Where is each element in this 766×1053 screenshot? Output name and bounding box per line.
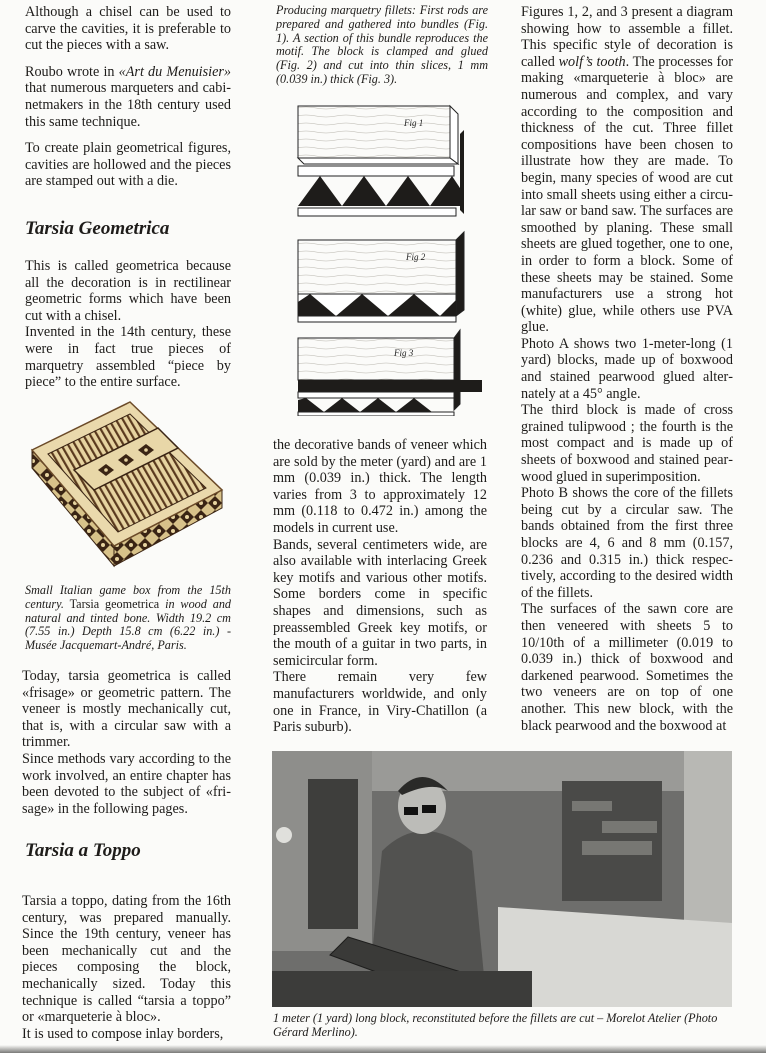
paragraph: Photo A shows two 1-meter-long (1 yard) blocks, made up of boxwood and stained pearwood glued alternately at a 45° angle. <box>521 335 733 402</box>
game-box-caption <box>25 584 231 653</box>
photo-caption <box>273 1012 743 1040</box>
emphasis: wolf’s tooth <box>558 53 626 70</box>
paragraph: Tarsia a toppo, dating from the 16th century, was prepared manually. Since the 19th century, veneer has been mechanically cut and the pieces composing the block, mechanically sized. Today this technique is called “tarsia a toppo” or «marqueterie à bloc». <box>22 893 231 1026</box>
paragraph: The surfaces of the sawn core are then veneered with sheets 5 to 10/10th of a millimeter (0.019 to 0.039 in.) thick of boxwood and darkened pearwood. Sometimes the two veneers are on top of one another. This new block, with the black pearwood and the boxwood at <box>521 601 733 734</box>
text: that numerous marqueters and cabinetmakers in the 18th century used this same technique. <box>25 80 231 130</box>
figure-caption <box>276 4 488 87</box>
paragraph: The third block is made of cross grained tulipwood ; the fourth is the most compact and is made up of sheets of boxwood and stained pearwood glued in superimposition. <box>521 402 733 485</box>
workbench <box>272 971 532 1007</box>
paragraph: This is called geometrica because all the decoration is in rectilinear geometric forms which have been cut with a chisel. <box>25 258 231 324</box>
workshop-photo <box>272 751 732 1007</box>
lamp <box>276 827 292 843</box>
right-column <box>521 4 733 734</box>
section-heading-tarsia-a-toppo: Tarsia a Toppo <box>25 840 141 861</box>
page-edge-shadow <box>0 1045 766 1053</box>
left-column <box>25 4 231 190</box>
figure-1 <box>298 106 464 216</box>
paragraph: Invented in the 14th century, these were in fact true pieces of marquetry assembled “piece by piece” to the entire surface. <box>25 324 231 391</box>
text: Small Italian game box from the 15th century. <box>25 583 231 611</box>
middle-column <box>273 437 487 736</box>
paragraph <box>25 64 231 130</box>
left-column-section1 <box>25 258 231 391</box>
paragraph: There remain very few manufacturers worldwide, and only one in France, in Viry-Chatillon (a Paris suburb). <box>273 669 487 736</box>
text: . The processes for making «marqueterie à bloc» are numerous and complex, and vary according to the composition and thickness of the cut. Three fillet compositions have been chosen to illustrate how they are made. To begin, many species of wood are cut into small sheets using either a circular saw or band saw. The surfaces are smoothed by planing. These small sheets are glued together, one to one, in order to form a block. Some of these sheets may be stained. Some manufacturers use a strong hot (white) glue, while others use PVA glue. <box>521 53 733 336</box>
paragraph: Bands, several centimeters wide, are also available with interlacing Greek key motifs and various other motifs. Some borders come in specific shapes and dimensions, such as preassembled Greek key motifs, or the mouth of a guitar in two parts, in semicircular form. <box>273 536 487 669</box>
paragraph: Although a chisel can be used to carve the cavities, it is preferable to cut the pieces with a saw. <box>25 4 231 54</box>
left-column-section3 <box>22 893 231 1042</box>
paragraph: Today, tarsia geometrica is called «frisage» or geometric pattern. The veneer is mostly mechanically cut, that is, with a circular saw with a trimmer. <box>22 668 231 751</box>
figure-3 <box>298 330 482 416</box>
figure-3-label: Fig 3 <box>394 348 414 358</box>
figure-1-label: Fig 1 <box>404 118 424 128</box>
caption-text: Producing marquetry fillets: First rods are prepared and gathered into bundles (Fig. 1). A section of this bundle reproduces the motif. The block is clamped and glued (Fig. 2) and cut into thin slices, 1 mm (0.039 in.) thick (Fig. 3). <box>276 3 488 86</box>
game-box-photo <box>26 398 226 570</box>
left-column-section2 <box>22 668 231 817</box>
paragraph: the decorative bands of veneer which are sold by the meter (yard) and are 1 mm (0.039 in.) thick. The length varies from 3 to approximately 12 mm (0.118 to 0.472 in.) among the models in current use. <box>273 437 487 536</box>
caption-text <box>25 584 231 653</box>
text: Figures 1, 2, and 3 present a diagram showing how to assemble a fillet. This specific style of decoration is called <box>521 4 733 70</box>
paragraph: Since methods vary according to the work involved, an entire chapter has been devoted to the subject of «frisage» in the following pages. <box>22 750 231 817</box>
fillet-diagram <box>296 104 486 416</box>
saw-blade <box>298 380 482 392</box>
text: Roubo wrote in <box>25 63 119 80</box>
text: Tarsia geometrica <box>63 596 166 611</box>
tool-board <box>308 779 358 929</box>
figure-2-label: Fig 2 <box>406 252 426 262</box>
paragraph <box>521 4 733 336</box>
white-panel <box>498 907 732 1007</box>
paragraph: Photo B shows the core of the fillets being cut by a circular saw. The bands obtained from the first three blocks are 4, 6 and 8 mm (0.157, 0.236 and 0.315 in.) thick respectively, according to the desired width of the fillets. <box>521 485 733 601</box>
caption-text: 1 meter (1 yard) long block, reconstituted before the fillets are cut – Morelot Atelier (Photo Gérard Merlino). <box>273 1011 718 1039</box>
figure-2 <box>298 232 464 322</box>
section-heading-tarsia-geometrica: Tarsia Geometrica <box>25 218 170 239</box>
text: in wood and natural and tinted bone. Width 19.2 cm (7.55 in.) Depth 15.8 cm (6.22 in.) -Musée Jacquemart-André, Paris. <box>25 596 232 653</box>
book-title: «Art du Menuisier» <box>118 63 231 80</box>
paragraph: To create plain geometrical figures, cavities are hollowed and the pieces are stamped out with a die. <box>25 140 231 190</box>
paragraph: It is used to compose inlay borders, <box>22 1025 224 1042</box>
